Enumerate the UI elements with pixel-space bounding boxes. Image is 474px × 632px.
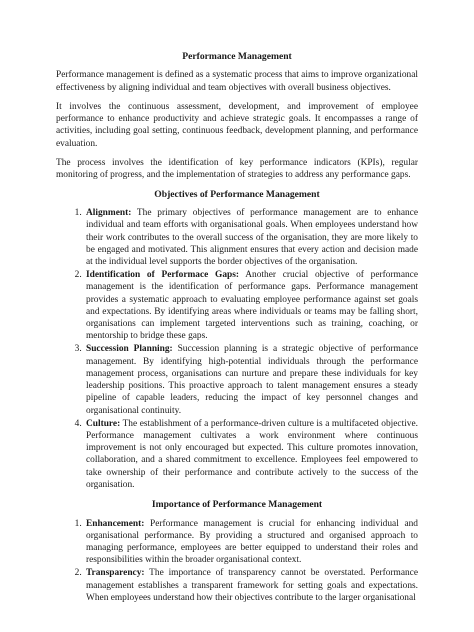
- objective-item-performance-gaps: [84, 269, 418, 343]
- objective-term: Identification of Performace Gaps:: [86, 269, 240, 280]
- objectives-heading: Objectives of Performance Management: [154, 188, 320, 200]
- objectives-list: [56, 207, 418, 491]
- intro-paragraph-2: It involves the continuous assessment, development, and improvement of employee performance to enhance productivity and achieve strategic goals. It encompasses a range of activities, including goal setting, continuous feedback, development planning, and performance evaluation.: [56, 101, 418, 149]
- objective-text: Succession planning is a strategic objective of performance management. By identifying high-potential individuals through the performance management process, organisations can nurture and prepare these individuals for key leadership positions. This proactive approach to talent management ensures a steady pipeline of capable leaders, reducing the impact of key personnel changes and organisational continuity.: [86, 344, 418, 416]
- objective-item-culture: [84, 418, 418, 492]
- objective-text: Another crucial objective of performance management is the identification of performance gaps. Performance management provides a systematic approach to evaluating employee performance against set goals and expectations. By identifying areas where individuals or teams may be falling short, organisations can implement targeted interventions such as training, coaching, or mentorship to bridge these gaps.: [86, 269, 419, 342]
- importance-item-enhancement: [84, 518, 418, 567]
- importance-item-transparency: [84, 567, 418, 604]
- objective-term: Alignment:: [86, 207, 132, 218]
- importance-text: Performance management is crucial for enhancing individual and organisational performance. By providing a structured and organised approach to managing performance, employees are better equipped to understand their roles and responsibilities within the broader organisational context.: [86, 518, 418, 566]
- importance-term: Enhancement:: [86, 518, 145, 529]
- objective-text: The establishment of a performance-driven culture is a multifaceted objective. Performance management cultivates a work environment where continuous improvement is not only encouraged but expected. This culture promotes innovation, collaboration, and a shared commitment to excellence. Employees feel empowered to take ownership of their performance and contribute actively to the success of the organisation.: [86, 418, 418, 490]
- importance-text: The importance of transparency cannot be overstated. Performance management establishes a transparent framework for setting goals and expectations. When employees understand how their objectives contribute to the larger organisational: [86, 568, 418, 603]
- objective-term: Succession Planning:: [86, 344, 173, 355]
- intro-paragraph-3: The process involves the identification of key performance indicators (KPIs), regular monitoring of progress, and the implementation of strategies to address any performance gaps.: [56, 158, 418, 181]
- objective-item-succession-planning: [84, 343, 418, 417]
- document-title: Performance Management: [182, 51, 292, 62]
- intro-paragraph-1: Performance management is defined as a systematic process that aims to improve organizational effectiveness by aligning individual and team objectives with overall business objectives.: [56, 70, 418, 93]
- objective-term: Culture:: [86, 418, 121, 429]
- objective-text: The primary objectives of performance management are to enhance individual and team efforts with organisational goals. When employees understand how their work contributes to the overall success of the organisation, they are more likely to be engaged and motivated. This alignment ensures that every action and decision made at the individual level supports the border objectives of the organisation.: [86, 207, 418, 268]
- objective-item-alignment: [84, 207, 418, 268]
- importance-term: Transparency:: [86, 568, 145, 579]
- importance-list: [56, 518, 418, 605]
- importance-heading: Importance of Performance Management: [151, 499, 323, 511]
